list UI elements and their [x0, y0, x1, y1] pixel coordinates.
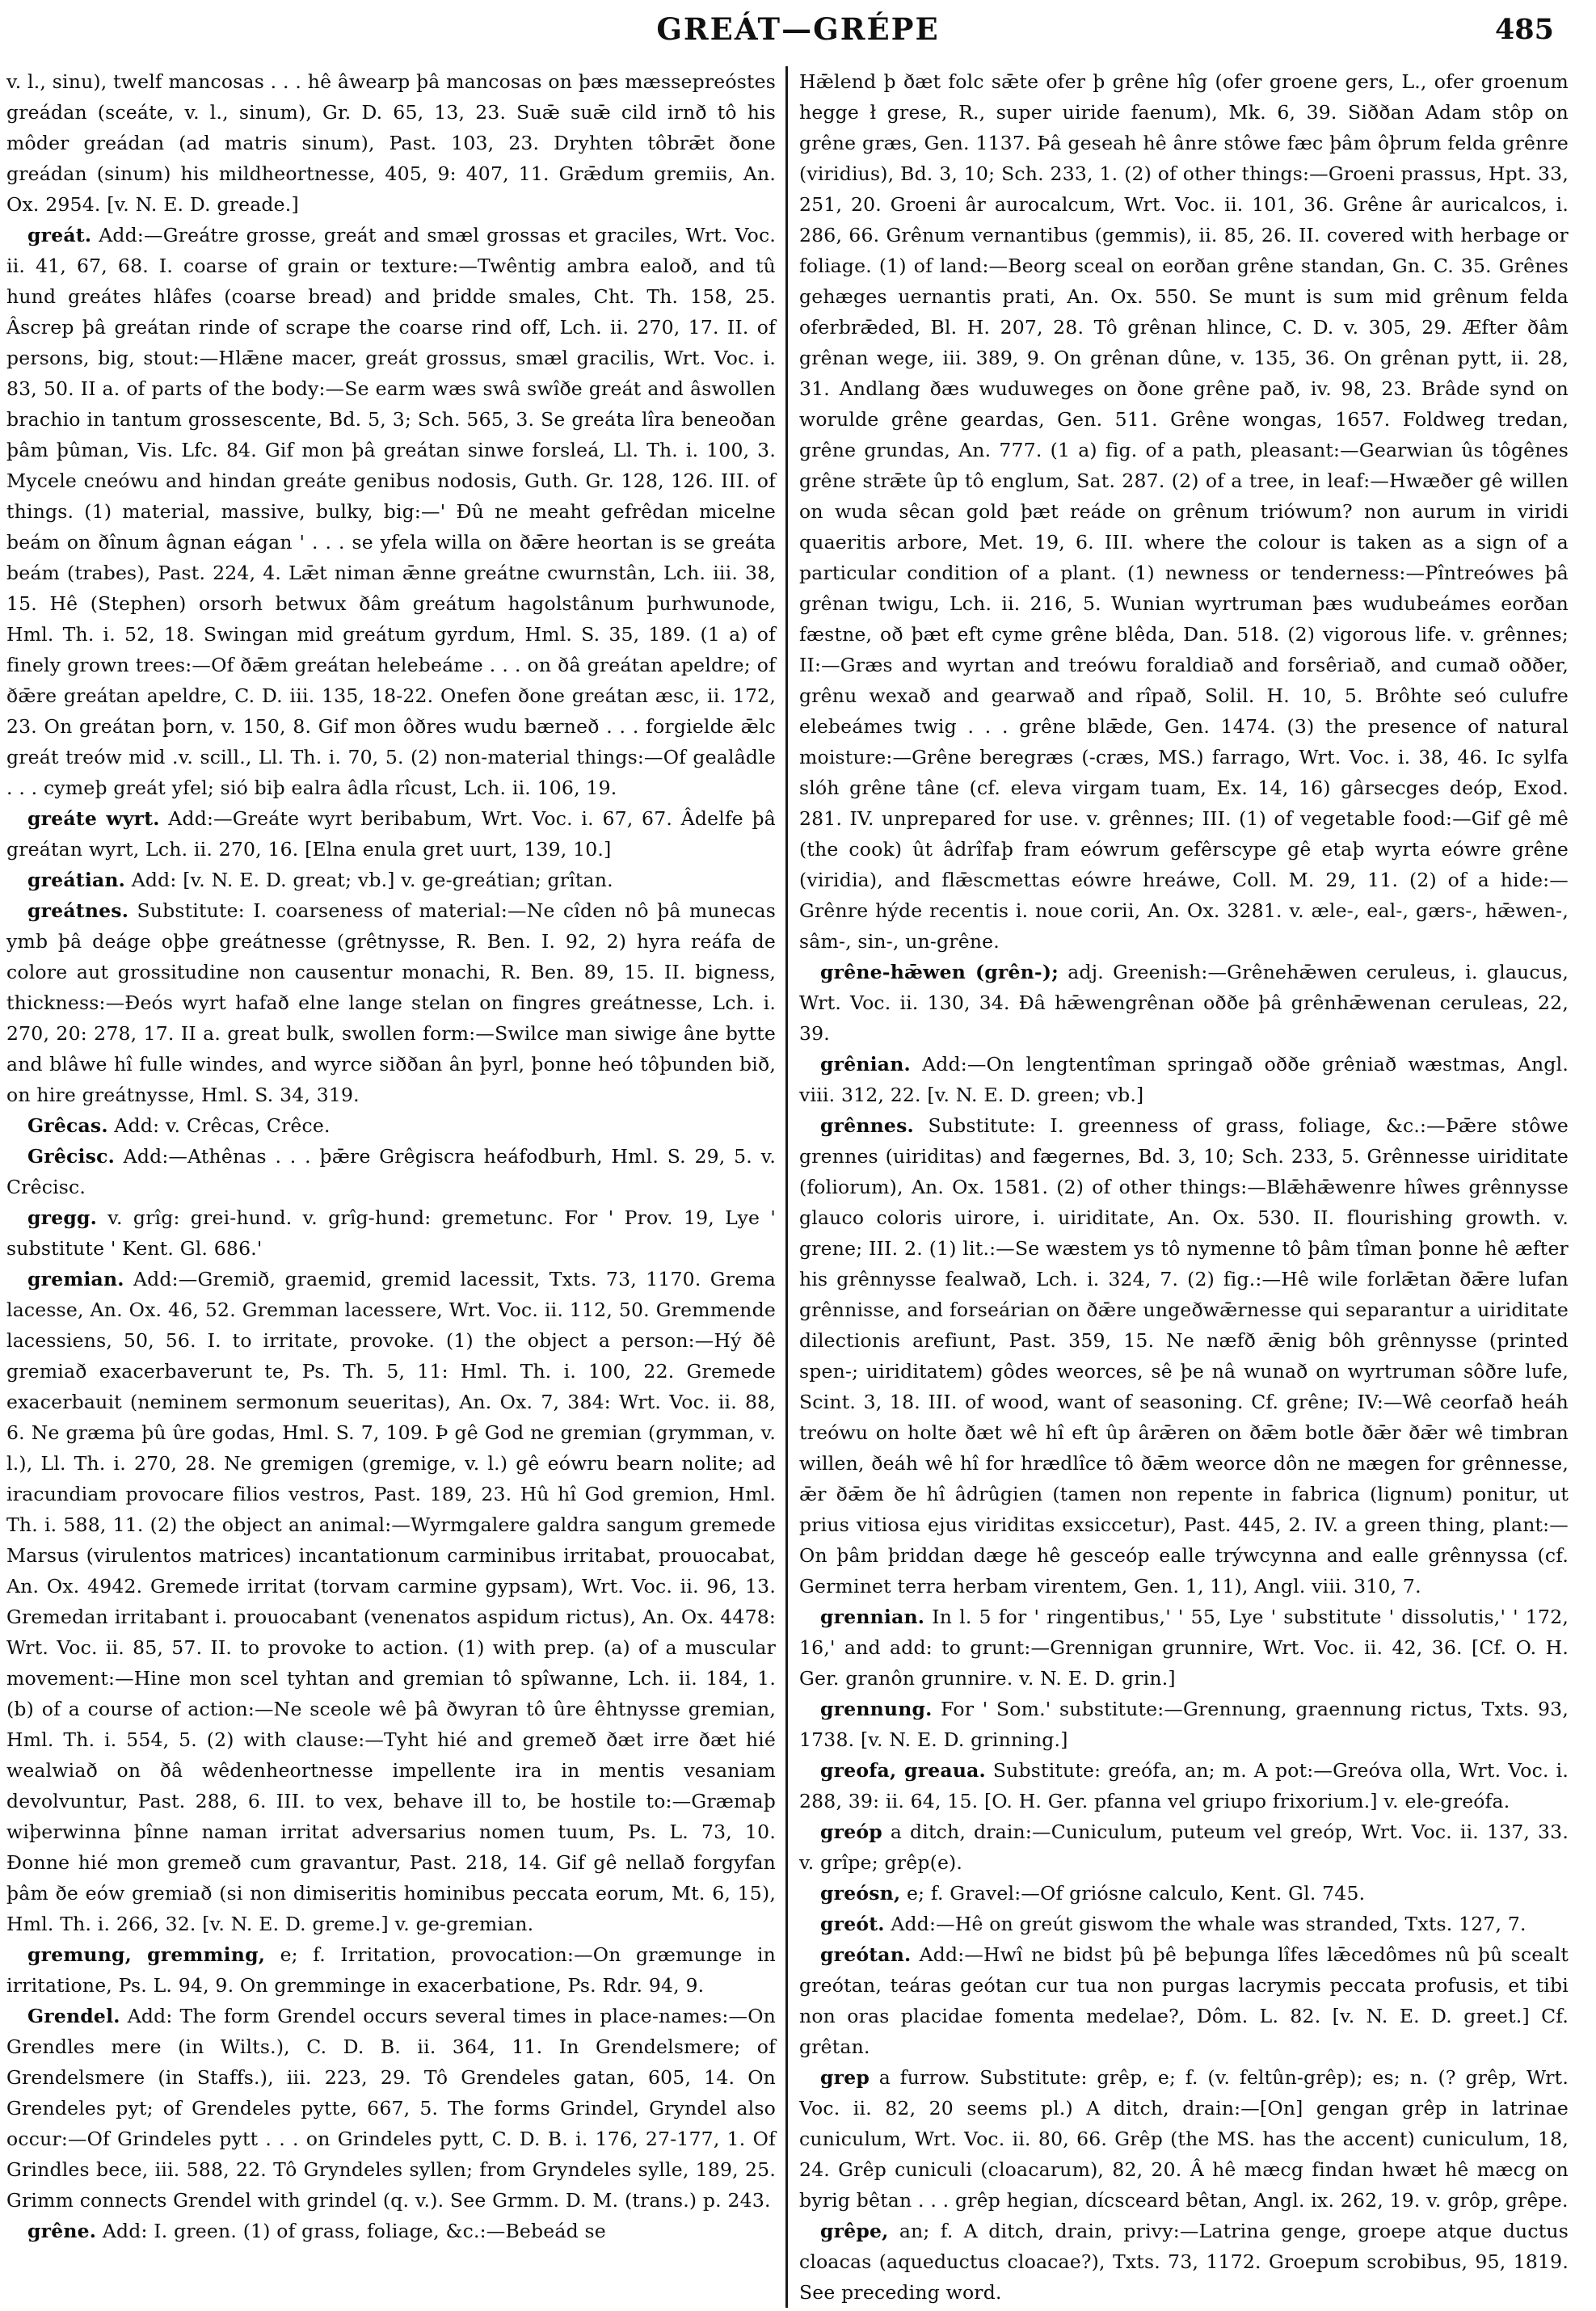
- entry-headword: greáte wyrt.: [27, 807, 160, 830]
- entry-text: a ditch, drain:—Cuniculum, puteum vel greóp, Wrt. Voc. ii. 137, 33. v. grîpe; grêp(e).: [799, 1821, 1569, 1874]
- dictionary-entry: [799, 2062, 1569, 2216]
- entry-text: In l. 5 for ' ringentibus,' ' 55, Lye ' substitute ' dissolutis,' ' 172, 16,' and add: to grunt:—Grennigan grunnire, Wrt. Voc. ii. 42, 36. [Cf. O. H. Ger. granôn grunnire. v. N. E. D. grin.]: [799, 1606, 1569, 1690]
- dictionary-entry: [6, 1939, 776, 2001]
- running-title: GREÁT—GRÉPE: [656, 11, 940, 47]
- dictionary-entry: [6, 1110, 776, 1141]
- dictionary-entry: [799, 1694, 1569, 1755]
- dictionary-entry: [799, 957, 1569, 1049]
- entry-text: Add:—Hê on greút giswom the whale was stranded, Txts. 127, 7.: [891, 1913, 1527, 1935]
- entry-text: Add:—On lengtentîman springað oððe grêniað wæstmas, Angl. viii. 312, 22. [v. N. E. D. green; vb.]: [799, 1053, 1569, 1106]
- dictionary-entry: [6, 1202, 776, 1264]
- entry-headword: gremian.: [27, 1268, 124, 1290]
- entry-text: Add:—Greáte wyrt beribabum, Wrt. Voc. i. 67, 67. Âdelfe þâ greátan wyrt, Lch. ii. 270, 16. [Elna enula gret uurt, 139, 10.]: [6, 807, 777, 861]
- dictionary-entry: [799, 1816, 1569, 1878]
- entry-headword: Grêcisc.: [27, 1145, 115, 1168]
- entry-text: Add: [v. N. E. D. great; vb.] v. ge-greátian; grîtan.: [131, 869, 613, 891]
- entry-text: Add: I. green. (1) of grass, foliage, &c.:—Bebeád se: [102, 2220, 606, 2242]
- entry-text: Add:—Hwî ne bidst þû þê beþunga lîfes lǣcedômes nû þû scealt greótan, teáras geótan cur tua non purgas lacrymis peccata profusis, et tibi non oras placidae fomenta medelae?, Dôm. L. 82. [v. N. E. D. greet.] Cf. grêtan.: [799, 1943, 1569, 2058]
- entry-text: v. l., sinu), twelf mancosas . . . hê âwearp þâ mancosas on þæs mæssepreóstes greádan (sceáte, v. l., sinum), Gr. D. 65, 13, 23. Suǣ suǣ cild irnð tô his môder greádan (ad matris sinum), Past. 103, 23. Dryhten tôbrǣt ðone greádan (sinum) his mildheortnesse, 405, 9: 407, 11. Grǣdum gremiis, An. Ox. 2954. [v. N. E. D. greade.]: [6, 70, 776, 216]
- entry-headword: Grêcas.: [27, 1114, 108, 1137]
- entry-text: adj. Greenish:—Grênehǣwen ceruleus, i. glaucus, Wrt. Voc. ii. 130, 34. Ðâ hǣwengrênan oððe þâ grênhǣwenan ceruleas, 22, 39.: [799, 961, 1569, 1045]
- entry-headword: greátian.: [27, 869, 126, 891]
- page-header: [0, 11, 1596, 53]
- dictionary-entry: [799, 1049, 1569, 1110]
- entry-headword: greátnes.: [27, 899, 129, 922]
- dictionary-entry: [6, 865, 776, 895]
- entry-text: Add:—Gremið, graemid, gremid lacessit, Txts. 73, 1170. Grema lacesse, An. Ox. 46, 52. Gremman lacessere, Wrt. Voc. ii. 112, 50. Gremmende lacessiens, 50, 56. I. to irritate, provoke. (1) the object a person:—Hý ðê gremiað exacerbaverunt te, Ps. Th. 5, 11: Hml. Th. i. 100, 22. Gremede exacerbauit (neminem sermonum seueritas), An. Ox. 7, 384: Wrt. Voc. ii. 88, 6. Ne græma þû ûre godas, Hml. S. 7, 109. Þ gê God ne gremian (grymman, v. l.), Ll. Th. i. 270, 28. Ne gremigen (gremige, v. l.) gê eówru bearn nolite; ad iracundiam provocare filios vestros, Past. 189, 23. Hû hî God gremion, Hml. Th. i. 588, 11. (2) the object an animal:—Wyrmgalere galdra sangum gremede Marsus (virulentos matrices) incantationum carminibus irritabat, prouocabat, An. Ox. 4942. Gremede irritat (torvam carmine gypsam), Wrt. Voc. ii. 96, 13. Gremedan irritabant i. prouocabant (venenatos aspidum rictus), An. Ox. 4478: Wrt. Voc. ii. 85, 57. II. to provoke to action. (1) with prep. (a) of a muscular movement:—Hine mon scel tyhtan and gremian tô spîwanne, Lch. ii. 184, 1. (b) of a course of action:—Ne sceole wê þâ ðwyran tô ûre êhtnysse gremian, Hml. Th. i. 554, 5. (2) with clause:—Tyht hié and gremeð ðæt irre ðæt hié wealwiað on ðâ wêdenheortnesse impellente ira in mentis vesaniam devolvuntur, Past. 288, 6. III. to vex, behave ill to, be hostile to:—Græmaþ wiþerwinna þînne naman irritat adversarius nomen tuum, Ps. L. 73, 10. Ðonne hié mon gremeð cum gravantur, Past. 218, 14. Gif gê nellað forgyfan þâm ðe eów gremiað (si non dimiseritis hominibus peccata eorum, Mt. 6, 15), Hml. Th. i. 266, 32. [v. N. E. D. greme.] v. ge-gremian.: [6, 1268, 777, 1935]
- dictionary-entry: [799, 66, 1569, 957]
- entry-headword: grennian.: [820, 1606, 925, 1628]
- entry-text: e; f. Irritation, provocation:—On græmunge in irritatione, Ps. L. 94, 9. On gremminge in exacerbatione, Ps. Rdr. 94, 9.: [6, 1943, 776, 1997]
- entry-text: Substitute: I. greenness of grass, foliage, &c.:—Þǣre stôwe grennes (uiriditas) and fægernes, Bd. 3, 10; Sch. 233, 5. Grênnesse uiriditate (foliorum), An. Ox. 1581. (2) of other things:—Blǣhǣwenre hîwes grênnysse glauco coloris uirore, i. uiriditate, An. Ox. 530. II. flourishing growth. v. grene; III. 2. (1) lit.:—Se wæstem ys tô nymenne tô þâm tîman þonne hê æfter his grênnysse fealwað, Lch. i. 324, 7. (2) fig.:—Hê wile forlǣtan ðǣre lufan grênnisse, and forseárian on ðǣre ungeðwǣrnesse qui separantur a uiriditate dilectionis arefiunt, Past. 359, 15. Ne næfð ǣnig bôh grênnysse (printed spen-; uiriditatem) gôdes weorces, sê þe nâ wunað on wyrtruman sôðre lufe, Scint. 3, 18. III. of wood, want of seasoning. Cf. grêne; IV:—Wê ceorfað heáh treówu on holte ðæt wê hî eft ûp ârǣren on ðǣm botle ðǣr ðǣr wê timbran willen, ðeáh wê hî for hrædlîce tô ðǣm weorce dôn ne mægen for grênnesse, ǣr ðǣm ðe hî âdrûgien (tamen non repente in fabrica (lignum) ponitur, ut prius vitiosa ejus viriditas exsiccetur), Past. 445, 2. IV. a green thing, plant:—On þâm þriddan dæge hê gesceóp ealle trýwcynna and ealle grênnyssa (cf. Germinet terra herbam virentem, Gen. 1, 11), Angl. viii. 310, 7.: [799, 1114, 1569, 1597]
- dictionary-entry: [799, 1909, 1569, 1939]
- entry-headword: greótan.: [820, 1943, 912, 1966]
- entry-headword: grennung.: [820, 1698, 933, 1720]
- entry-headword: gremung, gremming,: [27, 1943, 266, 1966]
- entry-text: a furrow. Substitute: grêp, e; f. (v. feltûn-grêp); es; n. (? grêp, Wrt. Voc. ii. 82, 20 seems pl.) A ditch, drain:—[On] gengan grêp in latrinae cuniculum, Wrt. Voc. ii. 80, 66. Grêp (the MS. has the accent) cuniculum, 18, 24. Grêp cuniculi (cloacarum), 82, 20. Â hê mæcg findan hwæt hê mæcg on byrig bêtan . . . grêp hegian, dícsceard bêtan, Angl. ix. 262, 19. v. grôp, grêpe.: [799, 2066, 1569, 2212]
- dictionary-entry: [6, 2001, 776, 2216]
- entry-text: Add:—Greátre grosse, greát and smæl grossas et graciles, Wrt. Voc. ii. 41, 67, 68. I. coarse of grain or texture:—Twêntig ambra ealoð, and tû hund greátes hlâfes (coarse bread) and þridde smales, Cht. Th. 158, 25. Âscrep þâ greátan rinde of scrape the coarse rind off, Lch. ii. 270, 17. II. of persons, big, stout:—Hlǣne macer, greát grossus, smæl gracilis, Wrt. Voc. i. 83, 50. II a. of parts of the body:—Se earm wæs swâ swîðe greát and âswollen brachio in tantum grossescente, Bd. 5, 3; Sch. 565, 3. Se greáta lîra beneoðan þâm þûman, Vis. Lfc. 84. Gif mon þâ greátan sinwe forsleá, Ll. Th. i. 100, 3. Mycele cneówu and hindan greáte genibus nodosis, Guth. Gr. 128, 126. III. of things. (1) material, massive, bulky, big:—' Ðû ne meaht gefrêdan micelne beám on ðînum âgnan eágan ' . . . se yfela willa on ðǣre heortan is se greáta beám (trabes), Past. 224, 4. Lǣt niman ǣnne greátne cwurnstân, Lch. iii. 38, 15. Hê (Stephen) orsorh betwux ðâm greátum hagolstânum þurhwunode, Hml. Th. i. 52, 18. Swingan mid greátum gyrdum, Hml. S. 35, 189. (1 a) of finely grown trees:—Of ðǣm greátan helebeáme . . . on ðâ greátan apeldre; of ðǣre greátan apeldre, C. D. iii. 135, 18-22. Onefen ðone greátan æsc, ii. 172, 23. On greátan þorn, v. 150, 8. Gif mon ôðres wudu bærneð . . . forgielde ǣlc greát treów mid .v. scill., Ll. Th. i. 70, 5. (2) non-material things:—Of gealâdle . . . cymeþ greát yfel; sió biþ ealra âdla rîcust, Lch. ii. 106, 19.: [6, 224, 776, 799]
- entry-text: Substitute: I. coarseness of material:—Ne cîden nô þâ munecas ymb þâ deáge oþþe greátnesse (grêtnysse, R. Ben. I. 92, 2) hyra reáfa de colore aut grossitudine non causentur monachi, R. Ben. 89, 15. II. bigness, thickness:—Ðeós wyrt hafað elne lange stelan on fingres greátnesse, Lch. i. 270, 20: 278, 17. II a. great bulk, swollen form:—Swilce man siwige âne bytte and blâwe hî fulle windes, and wyrce siððan ân þyrl, þonne heó tôþunden bið, on hire greátnysse, Hml. S. 34, 319.: [6, 899, 776, 1106]
- entry-text: Add:—Athênas . . . þǣre Grêgiscra heáfodburh, Hml. S. 29, 5. v. Crêcisc.: [6, 1145, 777, 1198]
- dictionary-entry: [6, 220, 776, 803]
- entry-headword: Grendel.: [27, 2005, 120, 2027]
- dictionary-entry: [6, 1264, 776, 1939]
- dictionary-entry: [6, 2216, 776, 2246]
- entry-text: Add: v. Crêcas, Crêce.: [114, 1114, 331, 1137]
- entry-text: For ' Som.' substitute:—Grennung, graennung rictus, Txts. 93, 1738. [v. N. E. D. grinning.]: [799, 1698, 1569, 1751]
- text-block: [6, 66, 1590, 2308]
- entry-headword: grep: [820, 2066, 870, 2089]
- entry-text: Hǣlend þ ðæt folc sǣte ofer þ grêne hîg (ofer groene gers, L., ofer groenum hegge ł grese, R., super uiride faenum), Mk. 6, 39. Siððan Adam stôp on grêne græs, Gen. 1137. Þâ geseah hê ânre stôwe fæc þâm ôþrum felda grênre (viridius), Bd. 3, 10; Sch. 233, 1. (2) of other things:—Groeni prassus, Hpt. 33, 251, 20. Groeni âr aurocalcum, Wrt. Voc. ii. 101, 36. Grêne âr auricalcos, i. 286, 66. Grênum vernantibus (gemmis), ii. 85, 26. II. covered with herbage or foliage. (1) of land:—Beorg sceal on eorðan grêne standan, Gn. C. 35. Grênes gehæges uernantis prati, An. Ox. 550. Se munt is sum mid grênum felda oferbrǣded, Bl. H. 207, 28. Tô grênan hlince, C. D. v. 305, 29. Æfter ðâm grênan wege, iii. 389, 9. On grênan dûne, v. 135, 36. On grênan pytt, ii. 28, 31. Andlang ðæs wuduweges on ðone grêne pað, iv. 98, 23. Brâde synd on worulde grêne geardas, Gen. 511. Grêne wongas, 1657. Foldweg tredan, grêne grundas, An. 777. (1 a) fig. of a path, pleasant:—Gearwian ûs tôgênes grêne strǣte ûp tô englum, Sat. 287. (2) of a tree, in leaf:—Hwæðer gê willen on wuda sêcan gold þæt reáde on grênum triówum? non aurum in viridi quaeritis arbore, Met. 19, 6. III. where the colour is taken as a sign of a particular condition of a plant. (1) newness or tenderness:—Pîntreówes þâ grênan twigu, Lch. ii. 216, 5. Wunian wyrtruman þæs wudubeámes eorðan fæstne, oð þæt eft cyme grêne blêda, Dan. 518. (2) vigorous life. v. grênnes; II:—Græs and wyrtan and treówu foraldiað and forsêriað, and cumað oððer, grênu wexað and gearwað and rîpað, Solil. H. 10, 5. Brôhte seó culufre elebeámes twig . . . grêne blǣde, Gen. 1474. (3) the presence of natural moisture:—Grêne beregræs (-cræs, MS.) farrago, Wrt. Voc. i. 38, 46. Ic sylfa slóh grêne tâne (cf. eleva virgam tuam, Ex. 14, 16) gârsecges deóp, Exod. 281. IV. unprepared for use. v. grênnes; III. (1) of vegetable food:—Gif gê mê (the cook) ût âdrîfaþ fram eówrum gefêrscype gê etaþ wyrta eówre grêne (viridia), and flǣscmettas eówre hreáwe, Coll. M. 29, 11. (2) of a hide:—Grênre hýde recentis i. noue corii, An. Ox. 3281. v. æle-, eal-, gærs-, hǣwen-, sâm-, sin-, un-grêne.: [799, 70, 1569, 953]
- entry-headword: greofa, greaua.: [820, 1759, 986, 1782]
- dictionary-entry: [799, 1939, 1569, 2062]
- entry-headword: greósn,: [820, 1882, 901, 1905]
- entry-text: e; f. Gravel:—Of griósne calculo, Kent. Gl. 745.: [907, 1882, 1366, 1905]
- entry-headword: grêne-hǣwen (grên-);: [820, 961, 1059, 983]
- dictionary-entry: [799, 1755, 1569, 1816]
- dictionary-entry: [6, 1141, 776, 1202]
- entry-headword: grênian.: [820, 1053, 911, 1076]
- dictionary-entry: [6, 66, 776, 220]
- entry-text: an; f. A ditch, drain, privy:—Latrina genge, groepe atque ductus cloacas (aqueductus cloacae?), Txts. 73, 1172. Groepum scrobibus, 95, 1819. See preceding word.: [799, 2220, 1569, 2304]
- entry-headword: grêne.: [27, 2220, 97, 2242]
- dictionary-entry: [6, 895, 776, 1110]
- dictionary-entry: [799, 1110, 1569, 1602]
- entry-text: Add: The form Grendel occurs several times in place-names:—On Grendles mere (in Wilts.), C. D. B. ii. 364, 11. In Grendelsmere; of Grendelsmere (in Staffs.), iii. 223, 29. Tô Grendeles gatan, 605, 14. On Grendeles pyt; of Grendeles pytte, 667, 5. The forms Grindel, Gryndel also occur:—Of Grindeles pytt . . . on Grindeles pytt, C. D. B. i. 176, 27-177, 1. Of Grindles bece, iii. 588, 22. Tô Gryndeles syllen; from Gryndeles sylle, 189, 25. Grimm connects Grendel with grindel (q. v.). See Grmm. D. M. (trans.) p. 243.: [6, 2005, 776, 2212]
- entry-headword: greóp: [820, 1821, 882, 1843]
- right-column: [788, 66, 1569, 2308]
- entry-headword: grênnes.: [820, 1114, 914, 1137]
- entry-text: v. grîg: grei-hund. v. grîg-hund: gremetunc. For ' Prov. 19, Lye ' substitute ' Kent. Gl. 686.': [6, 1206, 777, 1260]
- dictionary-entry: [799, 1602, 1569, 1694]
- entry-text: Substitute: greófa, an; m. A pot:—Greóva olla, Wrt. Voc. i. 288, 39: ii. 64, 15. [O. H. Ger. pfanna vel griupo frixorium.] v. ele-greófa.: [799, 1759, 1569, 1812]
- entry-headword: greát.: [27, 224, 92, 246]
- entry-headword: grêpe,: [820, 2220, 889, 2242]
- page-number: 485: [1494, 13, 1554, 46]
- entry-headword: greót.: [820, 1913, 885, 1935]
- dictionary-entry: [6, 803, 776, 865]
- left-column: [6, 66, 785, 2308]
- dictionary-entry: [799, 2216, 1569, 2308]
- dictionary-entry: [799, 1878, 1569, 1909]
- entry-headword: gregg.: [27, 1206, 98, 1229]
